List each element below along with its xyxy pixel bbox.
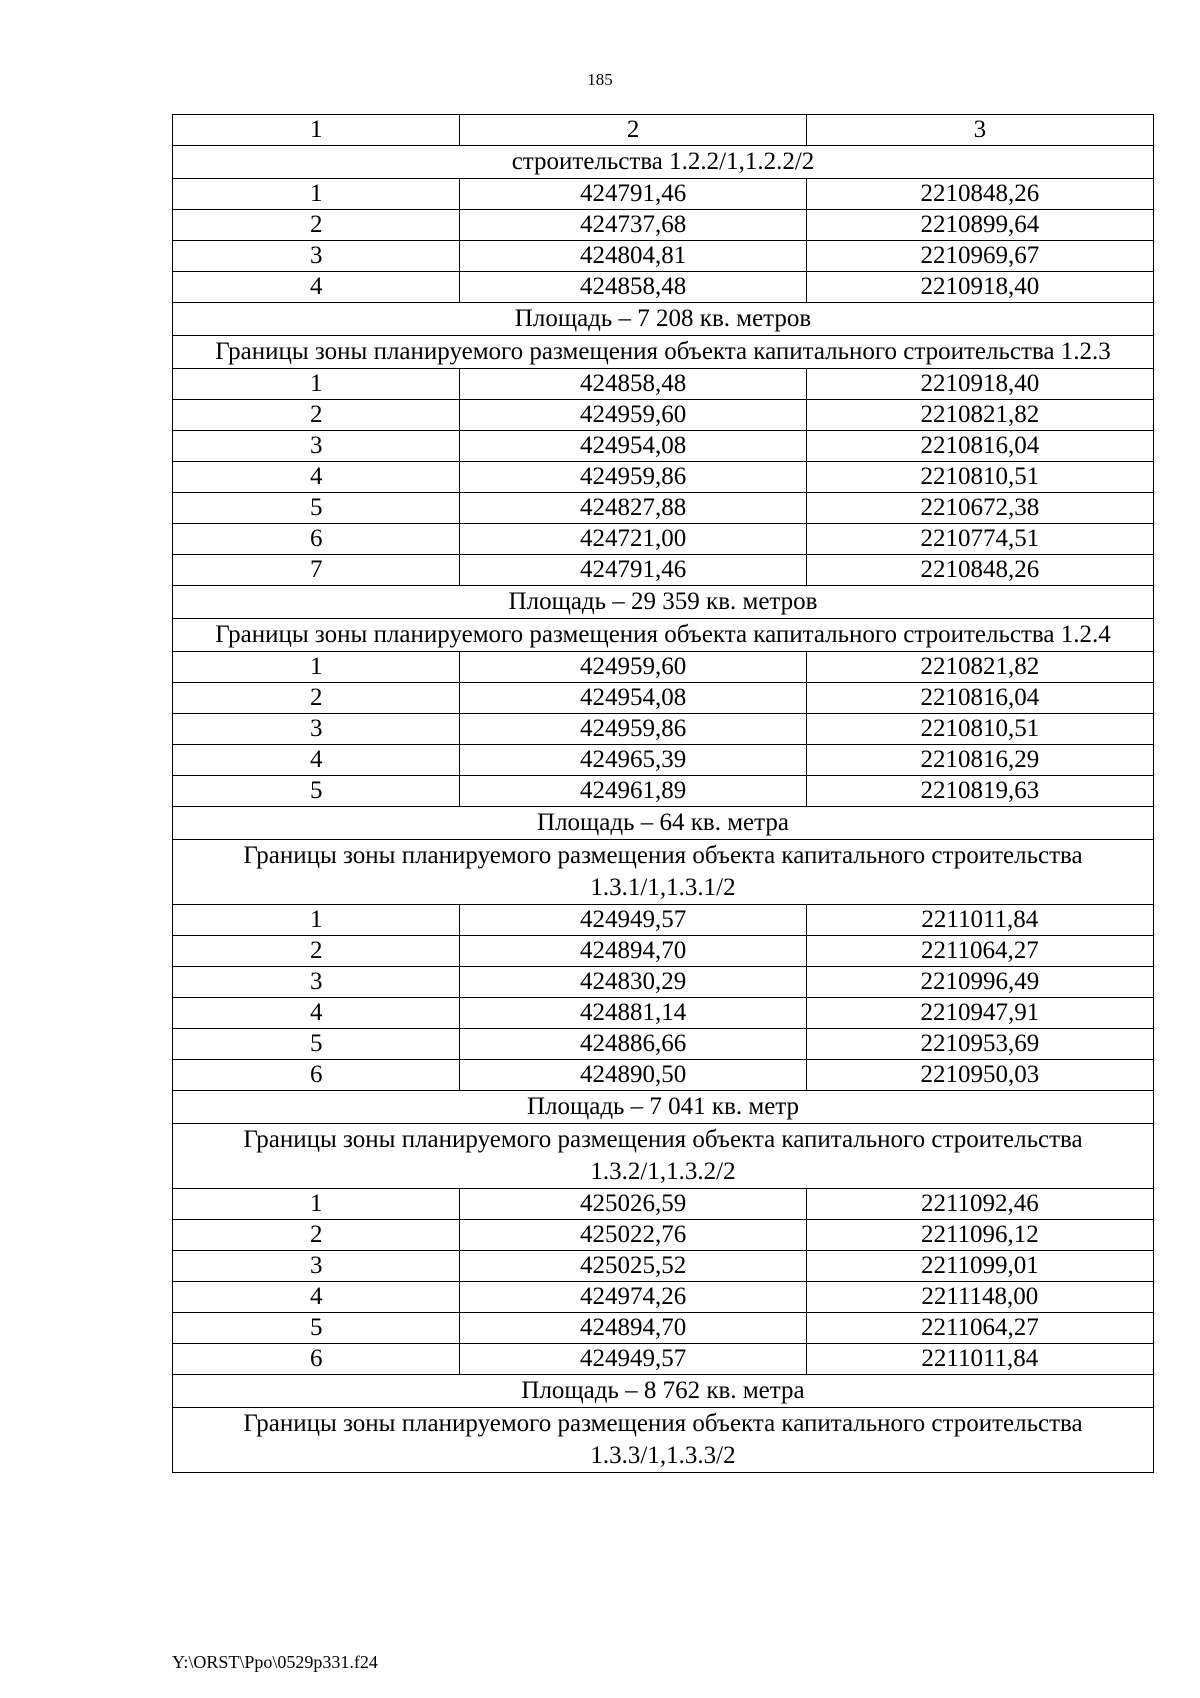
table-row — [173, 241, 1154, 272]
point-number-cell: 1 — [173, 652, 460, 683]
y-coordinate-cell: 2210950,03 — [806, 1060, 1153, 1091]
y-coordinate-cell: 2210816,29 — [806, 745, 1153, 776]
y-coordinate-cell: 2210821,82 — [806, 400, 1153, 431]
point-number-cell: 2 — [173, 1220, 460, 1251]
y-coordinate-cell: 2210918,40 — [806, 272, 1153, 303]
point-number-cell: 3 — [173, 431, 460, 462]
x-coordinate-cell: 425025,52 — [460, 1251, 806, 1282]
y-coordinate-cell: 2210953,69 — [806, 1029, 1153, 1060]
table-row — [173, 683, 1154, 714]
point-number-cell: 2 — [173, 936, 460, 967]
section-label: Границы зоны планируемого размещения объекта капитального строительства 1.2.4 — [173, 619, 1154, 652]
table-row — [173, 462, 1154, 493]
point-number-cell: 2 — [173, 683, 460, 714]
y-coordinate-cell: 2210672,38 — [806, 493, 1153, 524]
table-row — [173, 272, 1154, 303]
section-row — [173, 1124, 1154, 1189]
y-coordinate-cell: 2210918,40 — [806, 369, 1153, 400]
table-row — [173, 1344, 1154, 1375]
y-coordinate-cell: 2210819,63 — [806, 776, 1153, 807]
y-coordinate-cell: 2210969,67 — [806, 241, 1153, 272]
section-row — [173, 1375, 1154, 1408]
section-label: Площадь – 29 359 кв. метров — [173, 586, 1154, 619]
table-row — [173, 369, 1154, 400]
y-coordinate-cell: 2210810,51 — [806, 462, 1153, 493]
table-row — [173, 1189, 1154, 1220]
section-row — [173, 1408, 1154, 1473]
y-coordinate-cell: 2210848,26 — [806, 555, 1153, 586]
x-coordinate-cell: 424965,39 — [460, 745, 806, 776]
point-number-cell: 4 — [173, 745, 460, 776]
x-coordinate-cell: 424959,86 — [460, 462, 806, 493]
table-row — [173, 524, 1154, 555]
section-label: Границы зоны планируемого размещения объекта капитального строительства 1.3.3/1,1.3.3/2 — [173, 1408, 1154, 1473]
table-row — [173, 400, 1154, 431]
table-row — [173, 1220, 1154, 1251]
table-row — [173, 967, 1154, 998]
table-body — [173, 115, 1154, 1473]
x-coordinate-cell: 424791,46 — [460, 179, 806, 210]
point-number-cell: 2 — [173, 400, 460, 431]
header-cell-point: 1 — [173, 115, 460, 146]
x-coordinate-cell: 424791,46 — [460, 555, 806, 586]
x-coordinate-cell: 424959,86 — [460, 714, 806, 745]
x-coordinate-cell: 424858,48 — [460, 272, 806, 303]
x-coordinate-cell: 424959,60 — [460, 652, 806, 683]
point-number-cell: 5 — [173, 1029, 460, 1060]
file-path-footer: Y:\ORST\Ppo\0529p331.f24 — [172, 1652, 378, 1672]
y-coordinate-cell: 2211064,27 — [806, 936, 1153, 967]
point-number-cell: 5 — [173, 1313, 460, 1344]
table-row — [173, 776, 1154, 807]
header-cell-y: 3 — [806, 115, 1153, 146]
x-coordinate-cell: 424961,89 — [460, 776, 806, 807]
x-coordinate-cell: 424974,26 — [460, 1282, 806, 1313]
y-coordinate-cell: 2211011,84 — [806, 1344, 1153, 1375]
x-coordinate-cell: 424954,08 — [460, 431, 806, 462]
section-label: Площадь – 7 041 кв. метр — [173, 1091, 1154, 1124]
point-number-cell: 1 — [173, 1189, 460, 1220]
table-row — [173, 1282, 1154, 1313]
point-number-cell: 4 — [173, 272, 460, 303]
table-row — [173, 179, 1154, 210]
x-coordinate-cell: 424949,57 — [460, 1344, 806, 1375]
y-coordinate-cell: 2210816,04 — [806, 683, 1153, 714]
table-row — [173, 1060, 1154, 1091]
table-row — [173, 431, 1154, 462]
point-number-cell: 6 — [173, 524, 460, 555]
y-coordinate-cell: 2210899,64 — [806, 210, 1153, 241]
section-label: Границы зоны планируемого размещения объекта капитального строительства 1.2.3 — [173, 336, 1154, 369]
y-coordinate-cell: 2211011,84 — [806, 905, 1153, 936]
table-row — [173, 714, 1154, 745]
table-row — [173, 905, 1154, 936]
x-coordinate-cell: 424737,68 — [460, 210, 806, 241]
section-label: Площадь – 7 208 кв. метров — [173, 303, 1154, 336]
table-row — [173, 652, 1154, 683]
x-coordinate-cell: 424827,88 — [460, 493, 806, 524]
section-row — [173, 336, 1154, 369]
y-coordinate-cell: 2211092,46 — [806, 1189, 1153, 1220]
point-number-cell: 5 — [173, 493, 460, 524]
point-number-cell: 3 — [173, 714, 460, 745]
section-label: Площадь – 64 кв. метра — [173, 807, 1154, 840]
page-number: 185 — [587, 70, 613, 89]
y-coordinate-cell: 2211064,27 — [806, 1313, 1153, 1344]
x-coordinate-cell: 424830,29 — [460, 967, 806, 998]
point-number-cell: 1 — [173, 905, 460, 936]
table-row — [173, 1313, 1154, 1344]
point-number-cell: 4 — [173, 462, 460, 493]
table-row — [173, 493, 1154, 524]
point-number-cell: 7 — [173, 555, 460, 586]
table-row — [173, 1029, 1154, 1060]
y-coordinate-cell: 2210947,91 — [806, 998, 1153, 1029]
y-coordinate-cell: 2210774,51 — [806, 524, 1153, 555]
point-number-cell: 5 — [173, 776, 460, 807]
x-coordinate-cell: 424886,66 — [460, 1029, 806, 1060]
section-label: строительства 1.2.2/1,1.2.2/2 — [173, 146, 1154, 179]
x-coordinate-cell: 424804,81 — [460, 241, 806, 272]
y-coordinate-cell: 2210996,49 — [806, 967, 1153, 998]
table-row — [173, 555, 1154, 586]
y-coordinate-cell: 2211099,01 — [806, 1251, 1153, 1282]
y-coordinate-cell: 2211148,00 — [806, 1282, 1153, 1313]
x-coordinate-cell: 424959,60 — [460, 400, 806, 431]
x-coordinate-cell: 424858,48 — [460, 369, 806, 400]
x-coordinate-cell: 425022,76 — [460, 1220, 806, 1251]
y-coordinate-cell: 2211096,12 — [806, 1220, 1153, 1251]
x-coordinate-cell: 425026,59 — [460, 1189, 806, 1220]
section-row — [173, 586, 1154, 619]
section-row — [173, 840, 1154, 905]
point-number-cell: 3 — [173, 967, 460, 998]
point-number-cell: 2 — [173, 210, 460, 241]
x-coordinate-cell: 424954,08 — [460, 683, 806, 714]
table-row — [173, 210, 1154, 241]
section-row — [173, 303, 1154, 336]
point-number-cell: 6 — [173, 1344, 460, 1375]
section-row — [173, 146, 1154, 179]
point-number-cell: 4 — [173, 1282, 460, 1313]
section-label: Площадь – 8 762 кв. метра — [173, 1375, 1154, 1408]
x-coordinate-cell: 424881,14 — [460, 998, 806, 1029]
point-number-cell: 1 — [173, 369, 460, 400]
point-number-cell: 1 — [173, 179, 460, 210]
x-coordinate-cell: 424894,70 — [460, 936, 806, 967]
section-row — [173, 1091, 1154, 1124]
header-cell-x: 2 — [460, 115, 806, 146]
point-number-cell: 3 — [173, 241, 460, 272]
coordinates-table — [172, 114, 1154, 1473]
section-row — [173, 619, 1154, 652]
y-coordinate-cell: 2210848,26 — [806, 179, 1153, 210]
point-number-cell: 6 — [173, 1060, 460, 1091]
section-label: Границы зоны планируемого размещения объекта капитального строительства 1.3.2/1,1.3.2/2 — [173, 1124, 1154, 1189]
table-row — [173, 998, 1154, 1029]
x-coordinate-cell: 424894,70 — [460, 1313, 806, 1344]
y-coordinate-cell: 2210810,51 — [806, 714, 1153, 745]
x-coordinate-cell: 424949,57 — [460, 905, 806, 936]
table-row — [173, 1251, 1154, 1282]
point-number-cell: 4 — [173, 998, 460, 1029]
point-number-cell: 3 — [173, 1251, 460, 1282]
y-coordinate-cell: 2210816,04 — [806, 431, 1153, 462]
x-coordinate-cell: 424721,00 — [460, 524, 806, 555]
section-row — [173, 807, 1154, 840]
x-coordinate-cell: 424890,50 — [460, 1060, 806, 1091]
table-row — [173, 745, 1154, 776]
y-coordinate-cell: 2210821,82 — [806, 652, 1153, 683]
table-row — [173, 936, 1154, 967]
section-label: Границы зоны планируемого размещения объекта капитального строительства 1.3.1/1,1.3.1/2 — [173, 840, 1154, 905]
table-header-row — [173, 115, 1154, 146]
